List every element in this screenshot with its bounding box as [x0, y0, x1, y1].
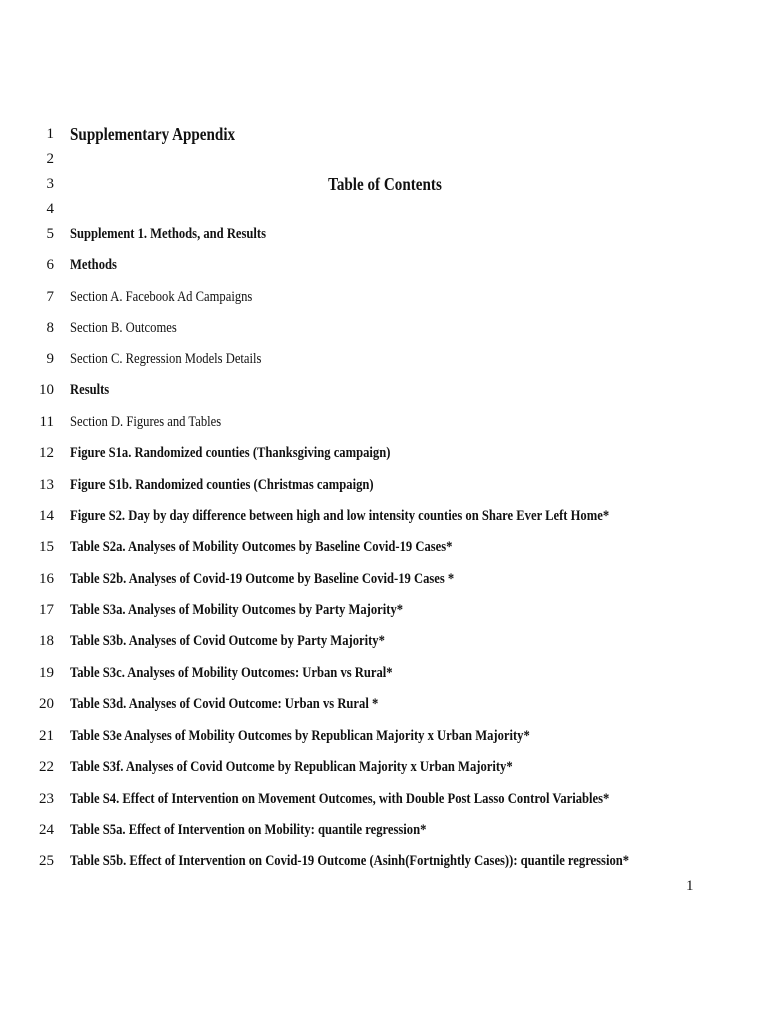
line-number: 12 — [39, 445, 54, 461]
line-21 — [0, 724, 770, 748]
appendix-title: Supplementary Appendix — [70, 124, 236, 144]
line-19 — [0, 661, 770, 685]
page-number: 1 — [686, 878, 694, 894]
toc-entry-table-s2b: Table S2b. Analyses of Covid-19 Outcome by Baseline Covid-19 Cases * — [70, 571, 455, 587]
line-25 — [0, 849, 770, 873]
line-number: 7 — [46, 289, 54, 305]
line-17 — [0, 598, 770, 622]
toc-entry-section-a: Section A. Facebook Ad Campaigns — [70, 289, 253, 305]
line-23 — [0, 787, 770, 811]
toc-entry-table-s3a: Table S3a. Analyses of Mobility Outcomes by Party Majority* — [70, 602, 404, 618]
line-11 — [0, 410, 770, 434]
line-number: 1 — [46, 126, 54, 142]
toc-heading: Table of Contents — [328, 174, 442, 194]
toc-entry-table-s3b: Table S3b. Analyses of Covid Outcome by Party Majority* — [70, 633, 385, 649]
line-5 — [0, 222, 770, 246]
line-number: 5 — [46, 226, 54, 242]
line-number: 13 — [39, 477, 54, 493]
line-number: 4 — [46, 201, 54, 217]
line-number: 14 — [39, 508, 54, 524]
line-12 — [0, 441, 770, 465]
line-2 — [0, 147, 770, 171]
toc-entry-table-s3e: Table S3e Analyses of Mobility Outcomes by Republican Majority x Urban Majority* — [70, 728, 530, 744]
line-number: 20 — [39, 696, 54, 712]
line-number: 24 — [39, 822, 54, 838]
toc-entry-table-s4: Table S4. Effect of Intervention on Movement Outcomes, with Double Post Lasso Control Variables* — [70, 791, 610, 807]
toc-entry-table-s3f: Table S3f. Analyses of Covid Outcome by Republican Majority x Urban Majority* — [70, 759, 513, 775]
toc-entry-supplement: Supplement 1. Methods, and Results — [70, 226, 267, 242]
toc-entry-table-s5a: Table S5a. Effect of Intervention on Mobility: quantile regression* — [70, 822, 427, 838]
line-18 — [0, 629, 770, 653]
toc-entry-section-d: Section D. Figures and Tables — [70, 414, 222, 430]
toc-entry-methods: Methods — [70, 257, 117, 273]
line-number: 23 — [39, 791, 54, 807]
toc-entry-section-c: Section C. Regression Models Details — [70, 351, 262, 367]
toc-entry-table-s3d: Table S3d. Analyses of Covid Outcome: Urban vs Rural * — [70, 696, 379, 712]
line-6 — [0, 253, 770, 277]
line-22 — [0, 755, 770, 779]
line-number: 18 — [39, 633, 54, 649]
toc-entry-figure-s1a: Figure S1a. Randomized counties (Thanksgiving campaign) — [70, 445, 391, 461]
line-number: 10 — [39, 382, 54, 398]
line-3 — [0, 172, 770, 196]
line-number: 25 — [39, 853, 54, 869]
line-14 — [0, 504, 770, 528]
line-number: 3 — [46, 176, 54, 192]
toc-entry-table-s3c: Table S3c. Analyses of Mobility Outcomes: Urban vs Rural* — [70, 665, 393, 681]
line-number: 15 — [39, 539, 54, 555]
line-number: 2 — [46, 151, 54, 167]
toc-entry-table-s5b: Table S5b. Effect of Intervention on Covid-19 Outcome (Asinh(Fortnightly Cases)): quantile regression* — [70, 853, 630, 869]
line-number: 8 — [46, 320, 54, 336]
line-number: 16 — [39, 571, 54, 587]
line-4 — [0, 197, 770, 221]
line-9 — [0, 347, 770, 371]
line-number: 22 — [39, 759, 54, 775]
line-24 — [0, 818, 770, 842]
line-13 — [0, 473, 770, 497]
line-10 — [0, 378, 770, 402]
line-15 — [0, 535, 770, 559]
line-number: 6 — [46, 257, 54, 273]
line-16 — [0, 567, 770, 591]
toc-entry-section-b: Section B. Outcomes — [70, 320, 177, 336]
toc-entry-figure-s1b: Figure S1b. Randomized counties (Christmas campaign) — [70, 477, 374, 493]
toc-entry-figure-s2: Figure S2. Day by day difference between high and low intensity counties on Share Ever Left Home* — [70, 508, 610, 524]
line-8 — [0, 316, 770, 340]
toc-entry-results: Results — [70, 382, 110, 398]
line-number: 17 — [39, 602, 54, 618]
line-20 — [0, 692, 770, 716]
toc-entry-table-s2a: Table S2a. Analyses of Mobility Outcomes by Baseline Covid-19 Cases* — [70, 539, 453, 555]
line-7 — [0, 285, 770, 309]
line-number: 11 — [39, 414, 54, 430]
line-number: 21 — [39, 728, 54, 744]
line-number: 9 — [46, 351, 54, 367]
line-1 — [0, 122, 770, 146]
line-number: 19 — [39, 665, 54, 681]
